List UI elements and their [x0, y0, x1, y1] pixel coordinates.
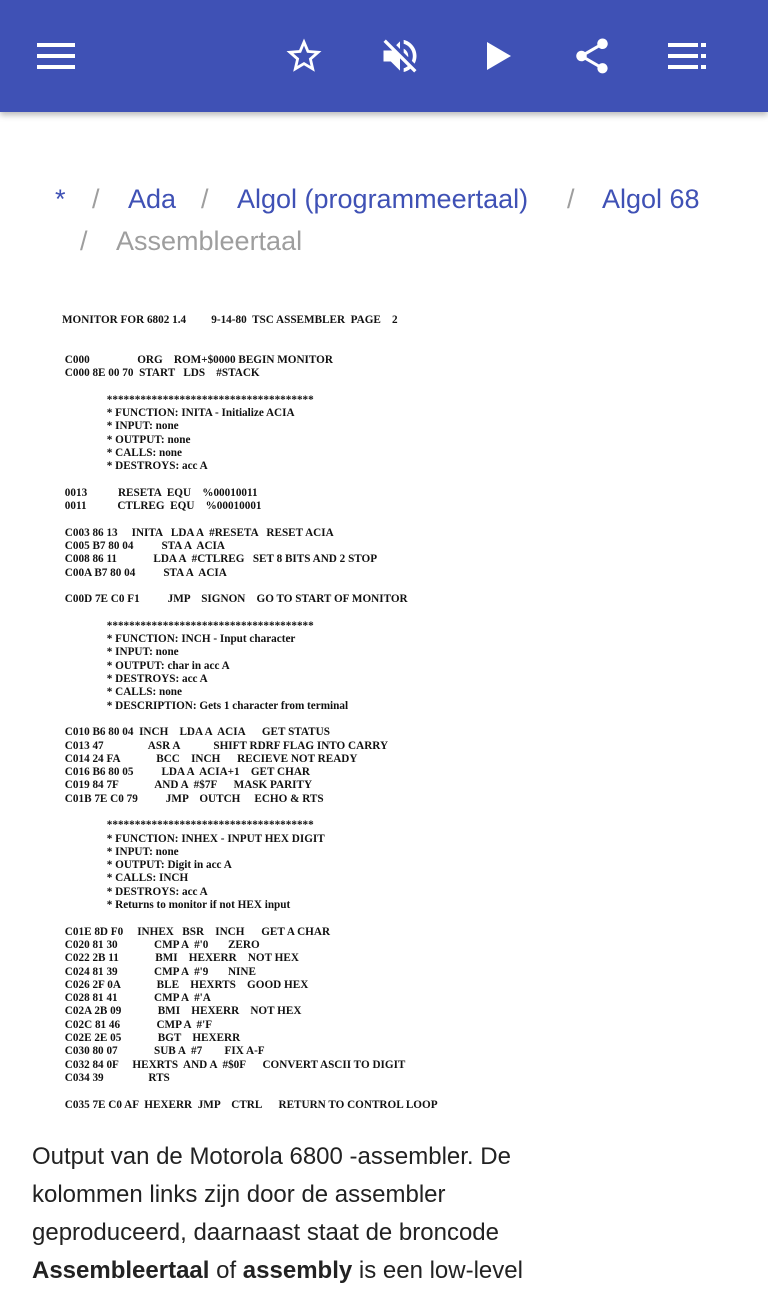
list-icon — [668, 42, 708, 70]
breadcrumb-separator: / — [80, 226, 88, 256]
share-icon — [571, 35, 613, 77]
contents-button[interactable] — [660, 28, 716, 84]
article-connector: of — [209, 1257, 243, 1284]
assembler-listing-image[interactable] — [62, 314, 622, 1119]
article-term: assembly — [242, 1257, 353, 1284]
menu-button[interactable] — [28, 28, 84, 84]
article-term: Assembleertaal — [32, 1257, 210, 1284]
assembler-listing: MONITOR FOR 6802 1.4 9-14-80 TSC ASSEMBLER PAGE 2 C000 ORG ROM+$0000 BEGIN MONITOR C000 8E 00 70 START LDS #STACK ************************************* * FUNCTION: INITA - Initialize ACIA * INPUT: none * OUTPUT: none * CALLS: none * DESTROYS: acc A 0013 RESETA EQU %00010011 0011 CTLREG EQU %00010001 C003 86 13 INITA LDA A #RESETA RESET ACIA C005 B7 80 04 STA A ACIA C008 86 11 LDA A #CTLREG SET 8 BITS AND 2 STOP C00A B7 80 04 STA A ACIA C00D 7E C0 F1 JMP SIGNON GO TO START OF MONITOR ************************************* * FUNCTION: INCH - Input character * INPUT: none * OUTPUT: char in acc A * DESTROYS: acc A * CALLS: none * DESCRIPTION: Gets 1 character from terminal C010 B6 80 04 INCH LDA A ACIA GET STATUS C013 47 ASR A SHIFT RDRF FLAG INTO CARRY C014 24 FA BCC INCH RECIEVE NOT READY C016 B6 80 05 LDA A ACIA+1 GET CHAR C019 84 7F AND A #$7F MASK PARITY C01B 7E C0 79 JMP OUTCH ECHO & RTS ************************************* * FUNCTION: INHEX - INPUT HEX DIGIT * INPUT: none * OUTPUT: Digit in acc A * CALLS: INCH * DESTROYS: acc A * Returns to monitor if not HEX input C01E 8D F0 INHEX BSR INCH GET A CHAR C020 81 30 CMP A #'0 ZERO C022 2B 11 BMI HEXERR NOT HEX C024 81 39 CMP A #'9 NINE C026 2F 0A BLE HEXRTS GOOD HEX C028 81 41 CMP A #'A C02A 2B 09 BMI HEXERR NOT HEX C02C 81 46 CMP A #'F C02E 2E 05 BGT HEXERR C030 80 07 SUB A #7 FIX A-F C032 84 0F HEXRTS AND A #$0F CONVERT ASCII TO DIGIT C034 39 RTS C035 7E C0 AF HEXERR JMP CTRL RETURN TO CONTROL LOOP — [62, 314, 438, 1111]
caption-text: Output van de Motorola 6800 -assembler. De kolommen links zijn door de assembler geproduceerd, daarnaast staat de broncode — [32, 1143, 511, 1246]
mute-button[interactable] — [372, 28, 428, 84]
menu-icon — [37, 41, 75, 71]
favorite-button[interactable] — [276, 28, 332, 84]
star-outline-icon — [283, 35, 325, 77]
breadcrumb-item-ada[interactable]: Ada — [128, 184, 177, 214]
app-bar — [0, 0, 768, 112]
article-paragraph — [32, 1252, 752, 1290]
play-icon — [483, 40, 513, 72]
breadcrumb-separator: / — [201, 184, 209, 214]
play-button[interactable] — [470, 28, 526, 84]
volume-off-icon — [378, 34, 422, 78]
breadcrumb-separator: / — [567, 184, 575, 214]
breadcrumb-item-root[interactable]: * — [55, 184, 66, 214]
share-button[interactable] — [564, 28, 620, 84]
article-text: is een low-level — [352, 1257, 523, 1284]
breadcrumb-item-algol[interactable]: Algol (programmeertaal) — [237, 184, 529, 214]
breadcrumb-separator: / — [92, 184, 100, 214]
breadcrumb-current: Assembleertaal — [116, 226, 303, 256]
breadcrumb-item-algol-68[interactable]: Algol 68 — [602, 184, 700, 214]
image-caption — [32, 1138, 562, 1252]
